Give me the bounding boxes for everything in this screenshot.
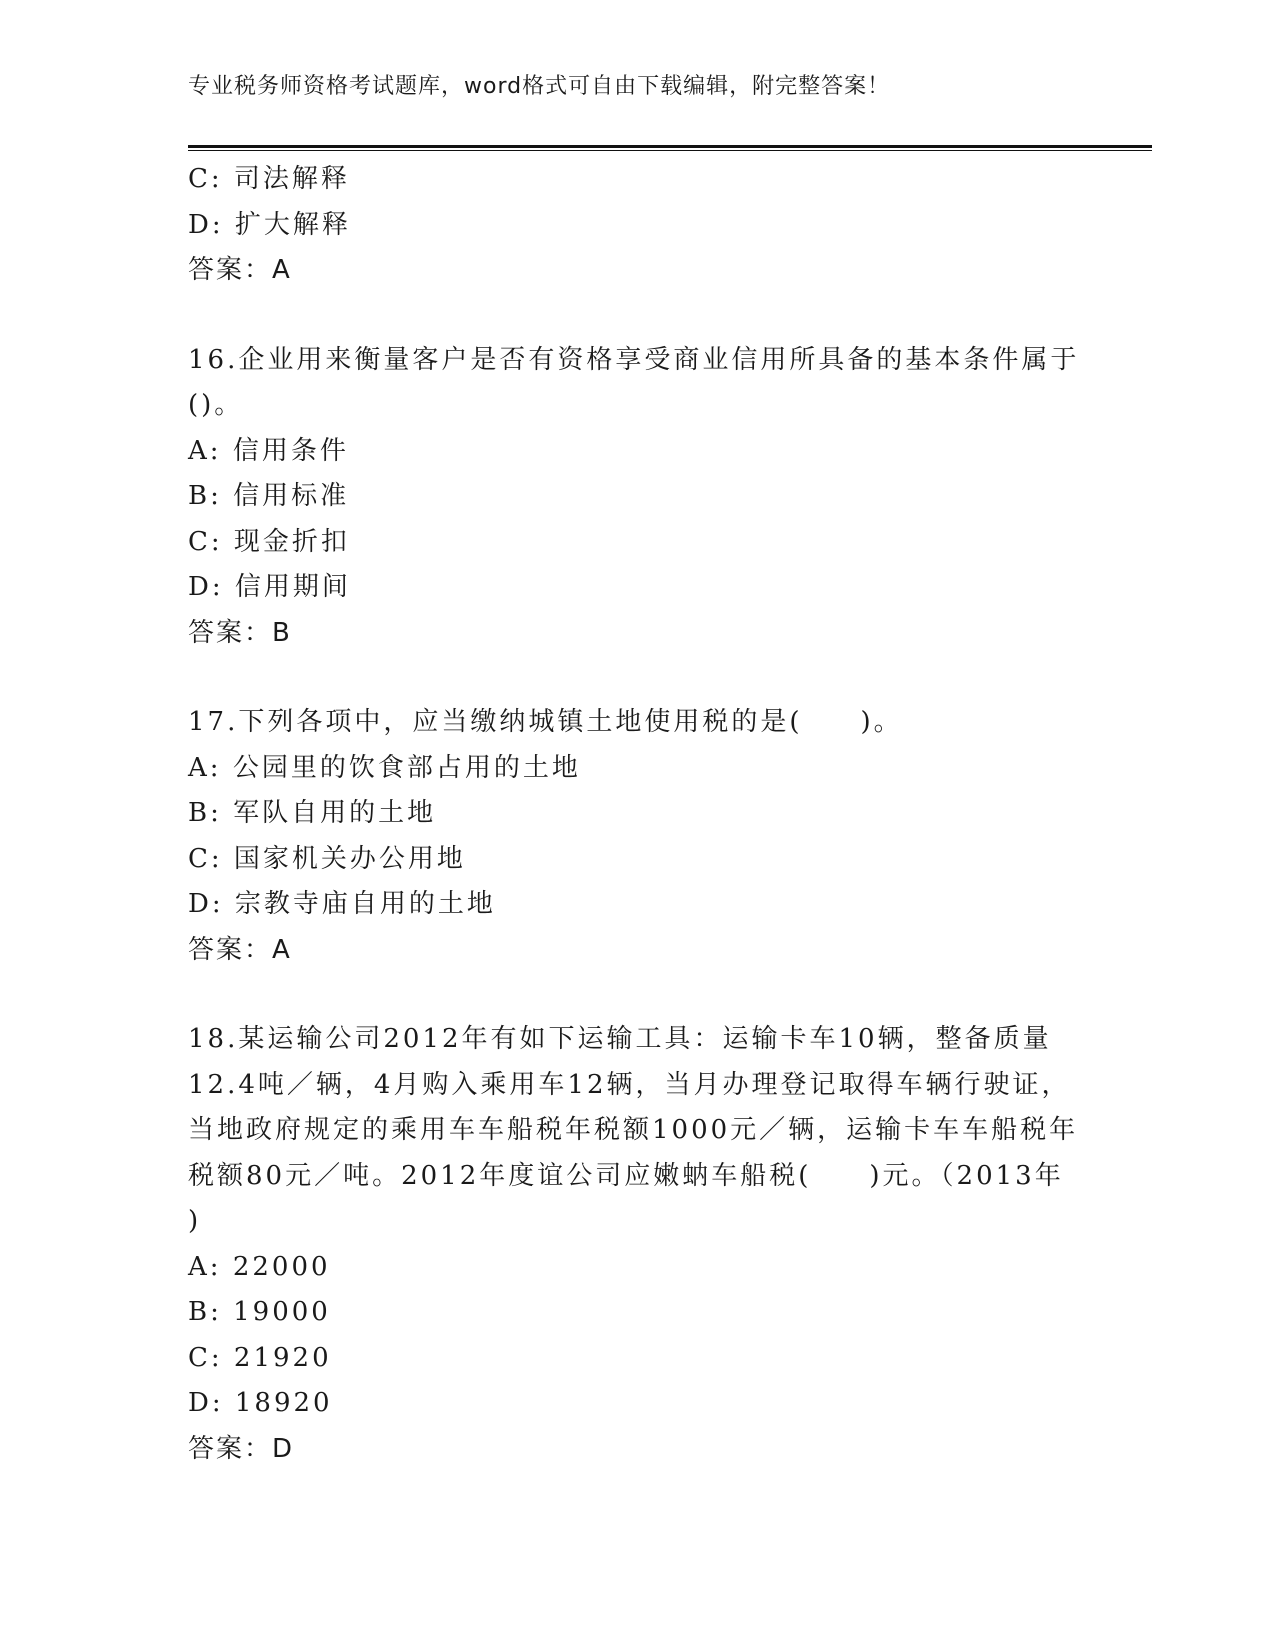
option-line — [188, 520, 1088, 566]
option-line — [188, 474, 1088, 520]
option-key: D: — [188, 209, 224, 240]
option-text: 22000 — [232, 1251, 331, 1282]
answer-line: 答案：A — [188, 255, 292, 285]
answer-line: 答案：B — [188, 617, 292, 648]
spacer — [188, 656, 1088, 700]
option-text: 信用条件 — [232, 435, 349, 466]
option-line — [188, 791, 1088, 837]
option-key: C: — [188, 1342, 223, 1373]
option-text: 军队自用的土地 — [233, 798, 437, 828]
question-stem: 税额80元／吨。2012年度谊公司应嫩蚋车船税( )元。（2013年 — [188, 1160, 1064, 1191]
question-stem: 16.企业用来衡量客户是否有资格享受商业信用所具备的基本条件属于 — [188, 344, 1080, 375]
spacer — [188, 973, 1088, 1017]
option-text: 国家机关办公用地 — [233, 843, 466, 874]
question-list — [188, 157, 1088, 1472]
spacer — [188, 294, 1088, 338]
question-stem: 当地政府规定的乘用车车船税年税额1000元／辆，运输卡车车船税年 — [188, 1115, 1079, 1145]
answer-line: 答案：D — [188, 1433, 295, 1464]
option-line — [188, 157, 1088, 203]
option-text: 宗教寺庙自用的土地 — [234, 889, 496, 919]
option-key: A: — [188, 1251, 222, 1282]
option-key: C: — [188, 843, 223, 874]
option-key: C: — [188, 164, 223, 194]
option-line — [188, 1245, 1088, 1291]
option-line — [188, 746, 1088, 792]
option-key: D: — [188, 1388, 224, 1418]
option-key: C: — [188, 526, 223, 557]
option-line — [188, 882, 1088, 928]
option-line — [188, 837, 1088, 883]
option-text: 21920 — [233, 1342, 332, 1373]
option-line — [188, 1336, 1088, 1382]
option-key: A: — [188, 752, 222, 783]
option-text: 信用标准 — [233, 481, 350, 511]
option-text: 司法解释 — [233, 164, 350, 194]
option-text: 信用期间 — [234, 572, 351, 602]
header-rule-thick — [188, 145, 1152, 148]
option-key: B: — [188, 798, 222, 828]
option-key: B: — [188, 1297, 222, 1327]
option-text: 公园里的饮食部占用的土地 — [232, 752, 581, 783]
option-line — [188, 1290, 1088, 1336]
option-text: 18920 — [234, 1388, 333, 1418]
header-rule-thin — [188, 150, 1152, 151]
question-stem: 18.某运输公司2012年有如下运输工具：运输卡车10辆，整备质量 — [188, 1024, 1052, 1054]
option-line — [188, 429, 1088, 475]
answer-line: 答案：A — [188, 934, 292, 965]
option-key: B: — [188, 481, 222, 511]
option-key: D: — [188, 572, 224, 602]
option-line — [188, 1381, 1088, 1427]
option-text: 扩大解释 — [234, 209, 351, 240]
question-stem: 17.下列各项中，应当缴纳城镇土地使用税的是( )。 — [188, 707, 903, 737]
option-line — [188, 565, 1088, 611]
option-text: 现金折扣 — [233, 526, 350, 557]
question-stem: ) — [188, 1206, 202, 1236]
question-stem: ()。 — [188, 390, 244, 420]
option-key: A: — [188, 435, 222, 466]
option-line — [188, 203, 1088, 249]
page-header: 专业税务师资格考试题库，word格式可自由下载编辑，附完整答案！ — [188, 74, 891, 99]
question-stem: 12.4吨／辆，4月购入乘用车12辆，当月办理登记取得车辆行驶证， — [188, 1069, 1071, 1100]
option-key: D: — [188, 889, 224, 919]
option-text: 19000 — [233, 1297, 331, 1327]
